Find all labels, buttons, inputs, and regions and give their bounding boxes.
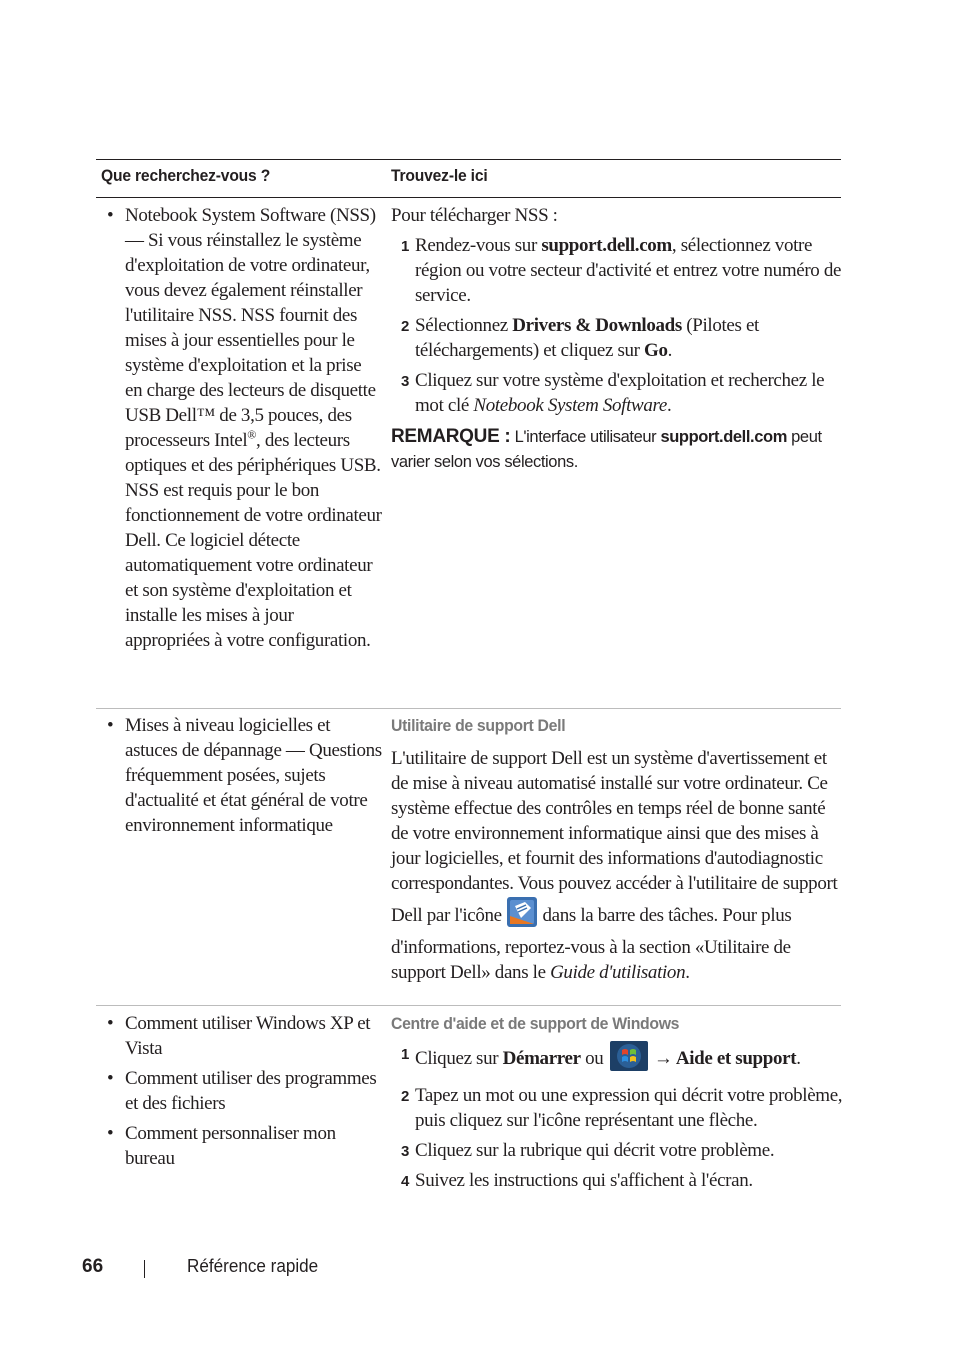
step-item: 4 Suivez les instructions qui s'affichent à l'écran. xyxy=(401,1170,753,1191)
table-row xyxy=(96,1006,841,1216)
table-header xyxy=(96,159,841,198)
windows-help-heading: Centre d'aide et de support de Windows xyxy=(391,1014,680,1033)
row1-right xyxy=(391,203,843,475)
step-item: 3 Cliquez sur la rubrique qui décrit votre problème. xyxy=(401,1140,775,1161)
list-item: • Comment utiliser Windows XP et Vista xyxy=(96,1011,382,1061)
dell-support-icon xyxy=(506,896,538,935)
footer-divider xyxy=(144,1260,145,1278)
list-item: • Mises à niveau logicielles et astuces de dépannage — Questions fréquemment posées, sujets d'actualité et état général de votre environnement informatique xyxy=(96,713,382,838)
step-item: 1 Rendez-vous sur support.dell.com, sélectionnez votre région ou votre secteur d'activité et entrez votre numéro de service. xyxy=(401,235,842,306)
row3-right xyxy=(391,1011,843,1198)
header-col-what: Que recherchez-vous ? xyxy=(101,166,271,185)
step-item: 2 Sélectionnez Drivers & Downloads (Pilotes et téléchargements) et cliquez sur Go. xyxy=(401,315,759,361)
windows-start-icon xyxy=(610,1041,648,1078)
list-item: • Notebook System Software (NSS) — Si vous réinstallez le système d'exploitation de votre ordinateur, vous devez également réinstaller l'utilitaire NSS. NSS fournit des mises à jour essentielles pour le système d'exploitation et la prise en charge des lecteurs de disquette USB Dell™ de 3,5 pouces, des processeurs Intel®, des lecteurs optiques et des périphériques USB. NSS est requis pour le bon fonctionnement de votre ordinateur Dell. Ce logiciel détecte automatiquement votre ordinateur et son système d'exploitation et installe les mises à jour appropriées à votre configuration. xyxy=(96,203,382,653)
step-item: 1 Cliquez sur Démarrer ou → Aide et support. xyxy=(391,1041,843,1078)
nss-intro: Pour télécharger NSS : xyxy=(391,205,558,226)
support-link[interactable]: support.dell.com xyxy=(541,235,672,256)
step-item: 2 Tapez un mot ou une expression qui décrit votre problème, puis cliquez sur l'icône représentant une flèche. xyxy=(401,1085,843,1131)
table-row xyxy=(96,198,841,709)
dell-support-paragraph: L'utilitaire de support Dell est un système d'avertissement et de mise à niveau automatisé installé sur votre ordinateur. Ce système effectue des contrôles en temps réel de bonne santé de votre environnement informatique ainsi que des mises à jour logicielles, et fournit des informations d'autodiagnostic correspondantes. Vous pouvez accéder à l'utilitaire de support Dell par l'icône dans la barre des tâches. Pour plus d'informations, reportez-vous à la section «Utilitaire de support Dell» dans le Guide d'utilisation. xyxy=(391,748,838,983)
section-title: Référence rapide xyxy=(187,1256,319,1276)
page-number: 66 xyxy=(82,1256,104,1277)
row3-left xyxy=(96,1011,382,1176)
list-item: • Comment utiliser des programmes et des fichiers xyxy=(96,1066,382,1116)
reference-table xyxy=(96,159,841,1216)
row2-right xyxy=(391,713,843,985)
header-col-where: Trouvez-le ici xyxy=(391,166,488,185)
table-row xyxy=(96,709,841,1006)
row1-left xyxy=(96,203,382,658)
dell-support-heading: Utilitaire de support Dell xyxy=(391,716,566,735)
row2-left xyxy=(96,713,382,843)
list-item: • Comment personnaliser mon bureau xyxy=(96,1121,382,1171)
note: REMARQUE : L'interface utilisateur support.dell.com peut varier selon vos sélections. xyxy=(391,426,822,471)
step-item: 3 Cliquez sur votre système d'exploitation et recherchez le mot clé Notebook System Software. xyxy=(401,370,825,416)
